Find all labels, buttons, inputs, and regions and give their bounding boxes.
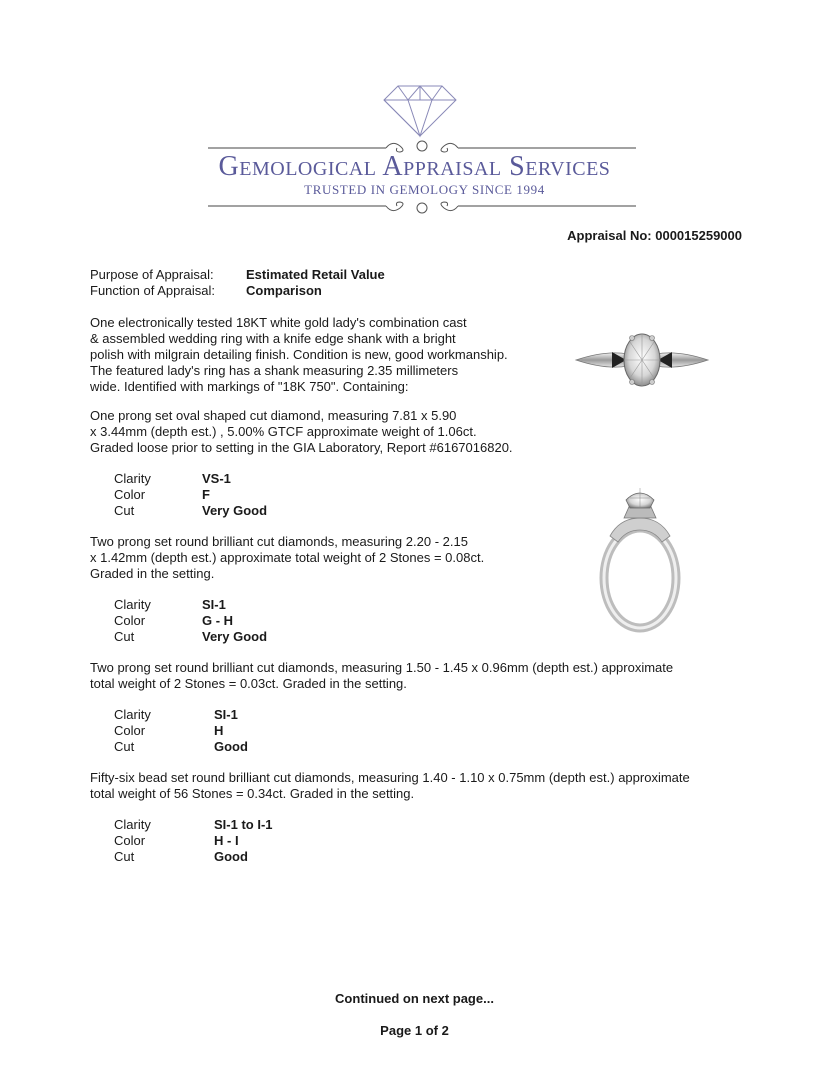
- stone-1-grades: [114, 471, 267, 519]
- company-tagline: TRUSTED IN GEMOLOGY SINCE 1994: [304, 182, 545, 197]
- cut-label: Cut: [114, 503, 135, 518]
- header-ornament-bottom: [208, 200, 636, 216]
- cut-value: Very Good: [202, 629, 268, 644]
- purpose-row: [90, 267, 385, 283]
- color-label: Color: [114, 487, 146, 502]
- page-number: Page 1 of 2: [380, 1023, 449, 1038]
- stone-4-grades: [114, 817, 273, 865]
- purpose-value: Estimated Retail Value: [246, 267, 385, 282]
- purpose-label: Purpose of Appraisal:: [90, 267, 214, 282]
- stone-3-grades: [114, 707, 248, 755]
- stone-3-description: Two prong set round brilliant cut diamonds, measuring 1.50 - 1.45 x 0.96mm (depth est.) approximate total weight of 2 Stones = 0.03ct. Graded in the setting.: [90, 660, 674, 691]
- clarity-value: SI-1: [202, 597, 226, 612]
- color-value: F: [202, 487, 210, 502]
- clarity-label: Clarity: [114, 707, 151, 722]
- clarity-value: VS-1: [202, 471, 231, 486]
- function-value: Comparison: [246, 283, 322, 298]
- ring-top-view-photo: [572, 326, 712, 396]
- color-label: Color: [114, 723, 146, 738]
- clarity-label: Clarity: [114, 471, 151, 486]
- cut-value: Very Good: [202, 503, 268, 518]
- appraisal-number: Appraisal No: 000015259000: [567, 228, 742, 243]
- diamond-logo-icon: [380, 78, 460, 138]
- stone-4-description: Fifty-six bead set round brilliant cut diamonds, measuring 1.40 - 1.10 x 0.75mm (depth est.) approximate total weight of 56 Stones = 0.34ct. Graded in the setting.: [90, 770, 690, 801]
- color-value: G - H: [202, 613, 234, 628]
- cut-label: Cut: [114, 629, 135, 644]
- cut-value: Good: [214, 739, 248, 754]
- clarity-label: Clarity: [114, 817, 151, 832]
- company-name: Gemological Appraisal Services: [218, 151, 611, 182]
- stone-2-description: Two prong set round brilliant cut diamonds, measuring 2.20 - 2.15 x 1.42mm (depth est.) approximate total weight of 2 Stones = 0.08ct. Graded in the setting.: [90, 534, 485, 581]
- clarity-value: SI-1 to I-1: [214, 817, 273, 832]
- continued-note: Continued on next page...: [335, 991, 494, 1006]
- clarity-value: SI-1: [214, 707, 238, 722]
- ring-description: One electronically tested 18KT white gold lady's combination cast & assembled wedding ring with a knife edge shank with a bright polish with milgrain detailing finish. Condition is new, good workmanship. The featured lady's ring has a shank measuring 2.35 millimeters wide. Identified with markings of "18K 750". Containing:: [90, 315, 508, 394]
- stone-2-grades: [114, 597, 267, 645]
- color-label: Color: [114, 613, 146, 628]
- function-row: [90, 283, 322, 299]
- color-label: Color: [114, 833, 146, 848]
- stone-1-description: One prong set oval shaped cut diamond, measuring 7.81 x 5.90 x 3.44mm (depth est.) , 5.00% GTCF approximate weight of 1.06ct. Graded loose prior to setting in the GIA Laboratory, Report #6167016820.: [90, 408, 513, 455]
- ring-side-view-photo: [588, 478, 688, 638]
- clarity-label: Clarity: [114, 597, 151, 612]
- cut-value: Good: [214, 849, 248, 864]
- color-value: H - I: [214, 833, 239, 848]
- cut-label: Cut: [114, 739, 135, 754]
- function-label: Function of Appraisal:: [90, 283, 216, 298]
- cut-label: Cut: [114, 849, 135, 864]
- color-value: H: [214, 723, 224, 738]
